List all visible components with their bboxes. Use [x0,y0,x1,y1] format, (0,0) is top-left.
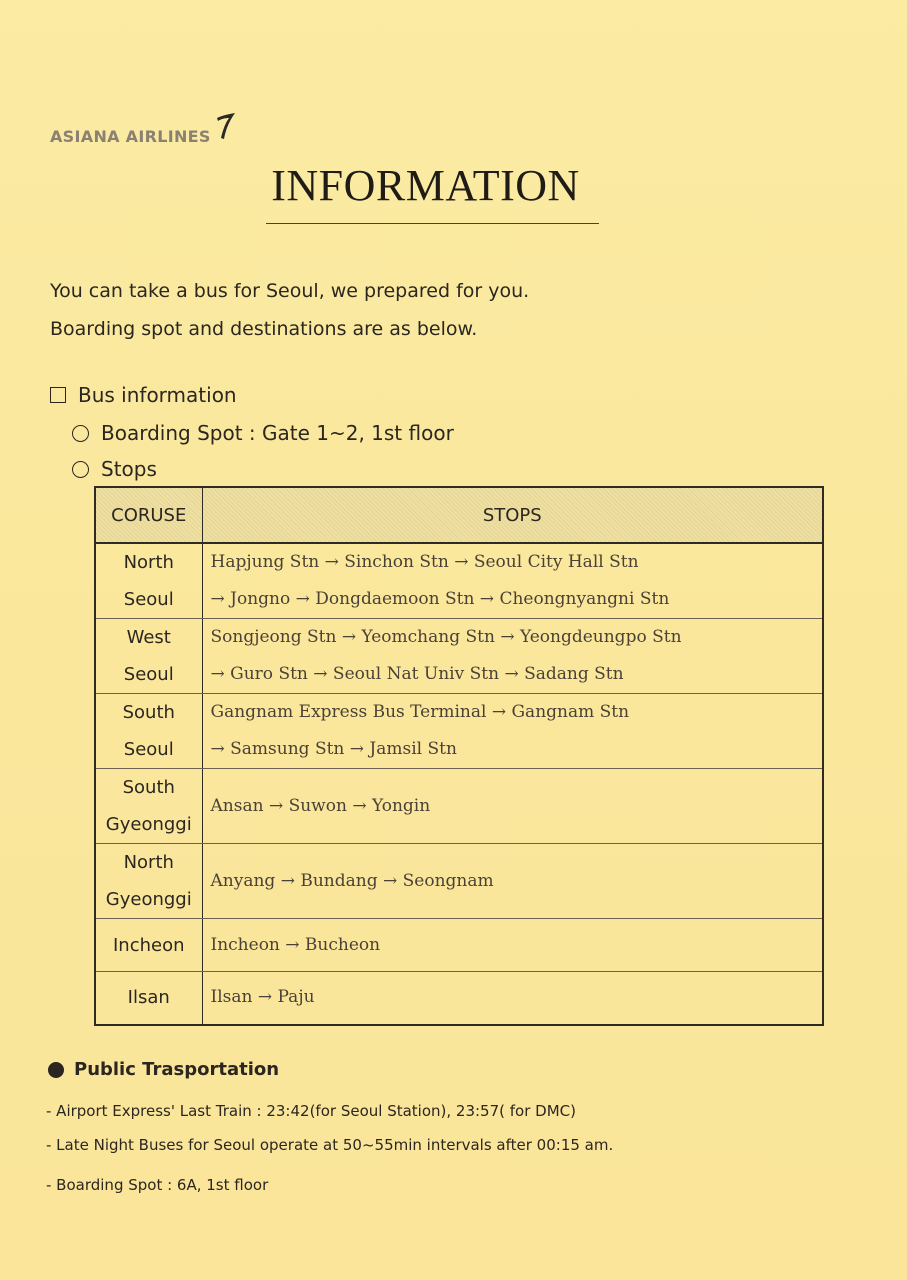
table-row [95,769,823,844]
course-cell [95,919,202,972]
table-row [95,972,823,1025]
table-row [95,919,823,972]
stops-line: → Guro Stn → Seoul Nat Univ Stn → Sadang Stn [210,664,624,684]
course-cell [95,694,202,769]
late-night-bus-note: - Late Night Buses for Seoul operate at 50~55min intervals after 00:15 am. [46,1136,614,1154]
course-line: Seoul [123,589,174,610]
stops-column-header: STOPS [202,487,823,543]
bus-info-title: Bus information [78,383,237,407]
public-transport-title: Public Trasportation [74,1059,280,1080]
stops-line: Songjeong Stn → Yeomchang Stn → Yeongdeungpo Stn [210,627,682,647]
stops-label: Stops [101,457,157,481]
intro-line-1: You can take a bus for Seoul, we prepared for you. [50,280,530,302]
stops-line: Hapjung Stn → Sinchon Stn → Seoul City Hall Stn [210,552,639,572]
airport-express-note: - Airport Express' Last Train : 23:42(for Seoul Station), 23:57( for DMC) [46,1102,576,1120]
course-line: Gyeonggi [105,889,192,910]
circle-bullet-icon [72,461,89,478]
stops-line: Ansan → Suwon → Yongin [210,795,431,816]
intro-line-2: Boarding spot and destinations are as below. [50,318,478,340]
stops-line: Incheon → Bucheon [210,934,381,955]
course-line: West [126,627,171,648]
course-line: North [123,852,174,873]
course-cell [95,769,202,844]
public-transport-heading [48,1059,279,1080]
course-line: Seoul [123,664,174,685]
stops-line: Gangnam Express Bus Terminal → Gangnam Stn [210,702,630,722]
course-column-header: CORUSE [95,487,202,543]
stops-cell [202,769,823,844]
stops-cell [202,919,823,972]
intro-text [50,272,529,348]
boarding-spot-note: - Boarding Spot : 6A, 1st floor [46,1176,269,1194]
course-line: South [122,702,175,723]
asiana-logo [50,112,237,146]
stops-item [72,457,157,481]
stops-line: → Samsung Stn → Jamsil Stn [210,739,457,759]
logo-text: ASIANA AIRLINES [50,127,211,146]
course-line: Ilsan [127,987,170,1009]
stops-cell [202,619,823,694]
stops-line: Anyang → Bundang → Seongnam [210,870,494,891]
stops-line: Ilsan → Paju [210,987,315,1008]
course-line: Seoul [123,739,174,760]
stops-cell [202,543,823,619]
page-title: INFORMATION [271,161,580,210]
square-bullet-icon [50,387,66,403]
wing-logo-icon [213,112,237,144]
course-line: Gyeonggi [105,814,192,835]
boarding-spot-text: Boarding Spot : Gate 1~2, 1st floor [101,421,454,445]
table-header-row [95,487,823,543]
bus-info-heading [50,383,237,407]
title-divider [266,223,599,224]
course-line: North [123,552,174,573]
course-cell [95,543,202,619]
bus-stops-table [94,486,824,1026]
table-row [95,844,823,919]
boarding-spot-item [72,421,454,445]
course-cell [95,619,202,694]
filled-circle-bullet-icon [48,1062,64,1078]
course-line: Incheon [112,934,185,956]
table-row [95,694,823,769]
course-line: South [122,777,175,798]
stops-cell [202,844,823,919]
table-row [95,619,823,694]
table-row [95,543,823,619]
stops-cell [202,694,823,769]
course-cell [95,972,202,1025]
stops-line: → Jongno → Dongdaemoon Stn → Cheongnyangni Stn [210,589,670,609]
stops-cell [202,972,823,1025]
circle-bullet-icon [72,425,89,442]
course-cell [95,844,202,919]
